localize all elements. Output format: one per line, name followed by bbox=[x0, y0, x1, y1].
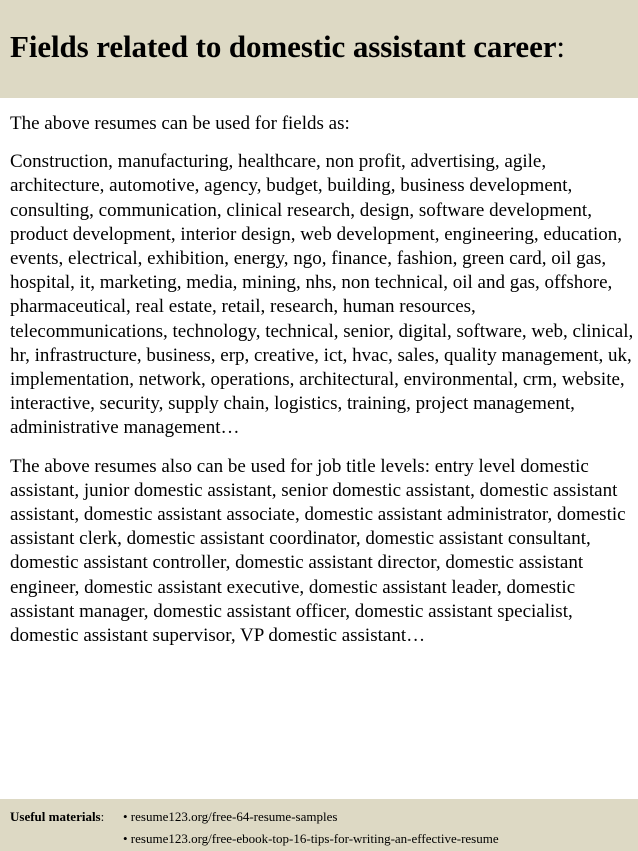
useful-materials-label-colon: : bbox=[100, 809, 105, 824]
footer-row bbox=[10, 806, 638, 828]
useful-materials-label-text: Useful materials bbox=[10, 809, 101, 824]
fields-list-text: Construction, manufacturing, healthcare, non profit, advertising, agile, architecture, automotive, agency, budget, building, business development, consulting, communication, clinical research, design, software development, product development, interior design, web development, engineering, education, events, electrical, exhibition, energy, ngo, finance, fashion, green card, oil gas, hospital, it, marketing, media, mining, nhs, non technical, oil and gas, offshore, pharmaceutical, real estate, retail, research, human resources, telecommunications, technology, technical, senior, digital, software, web, clinical, hr, infrastructure, business, erp, creative, ict, hvac, sales, quality management, uk, implementation, network, operations, architectural, environmental, crm, website, interactive, security, supply chain, logistics, training, project management, administrative management… bbox=[10, 151, 634, 439]
page-title bbox=[10, 29, 638, 65]
useful-materials-label bbox=[10, 806, 123, 828]
title-banner bbox=[0, 0, 638, 98]
useful-materials-footer bbox=[0, 799, 638, 851]
main-content bbox=[10, 112, 635, 648]
footer-row bbox=[10, 828, 638, 850]
intro-text: The above resumes can be used for fields as: bbox=[10, 113, 350, 134]
resource-link-2[interactable]: • resume123.org/free-ebook-top-16-tips-for-writing-an-effective-resume bbox=[123, 831, 499, 846]
page-title-colon: : bbox=[556, 29, 565, 64]
page-title-text: Fields related to domestic assistant career bbox=[10, 29, 557, 64]
footer-indent bbox=[10, 828, 123, 850]
job-levels-text: The above resumes also can be used for job title levels: entry level domestic assistant, junior domestic assistant, senior domestic assistant, domestic assistant assistant, domestic assistant associate, domestic assistant administrator, domestic assistant clerk, domestic assistant coordinator, domestic assistant consultant, domestic assistant controller, domestic assistant director, domestic assistant engineer, domestic assistant executive, domestic assistant leader, domestic assistant manager, domestic assistant officer, domestic assistant specialist, domestic assistant supervisor, VP domestic assistant… bbox=[10, 455, 626, 647]
resource-link-1[interactable]: • resume123.org/free-64-resume-samples bbox=[123, 809, 338, 824]
